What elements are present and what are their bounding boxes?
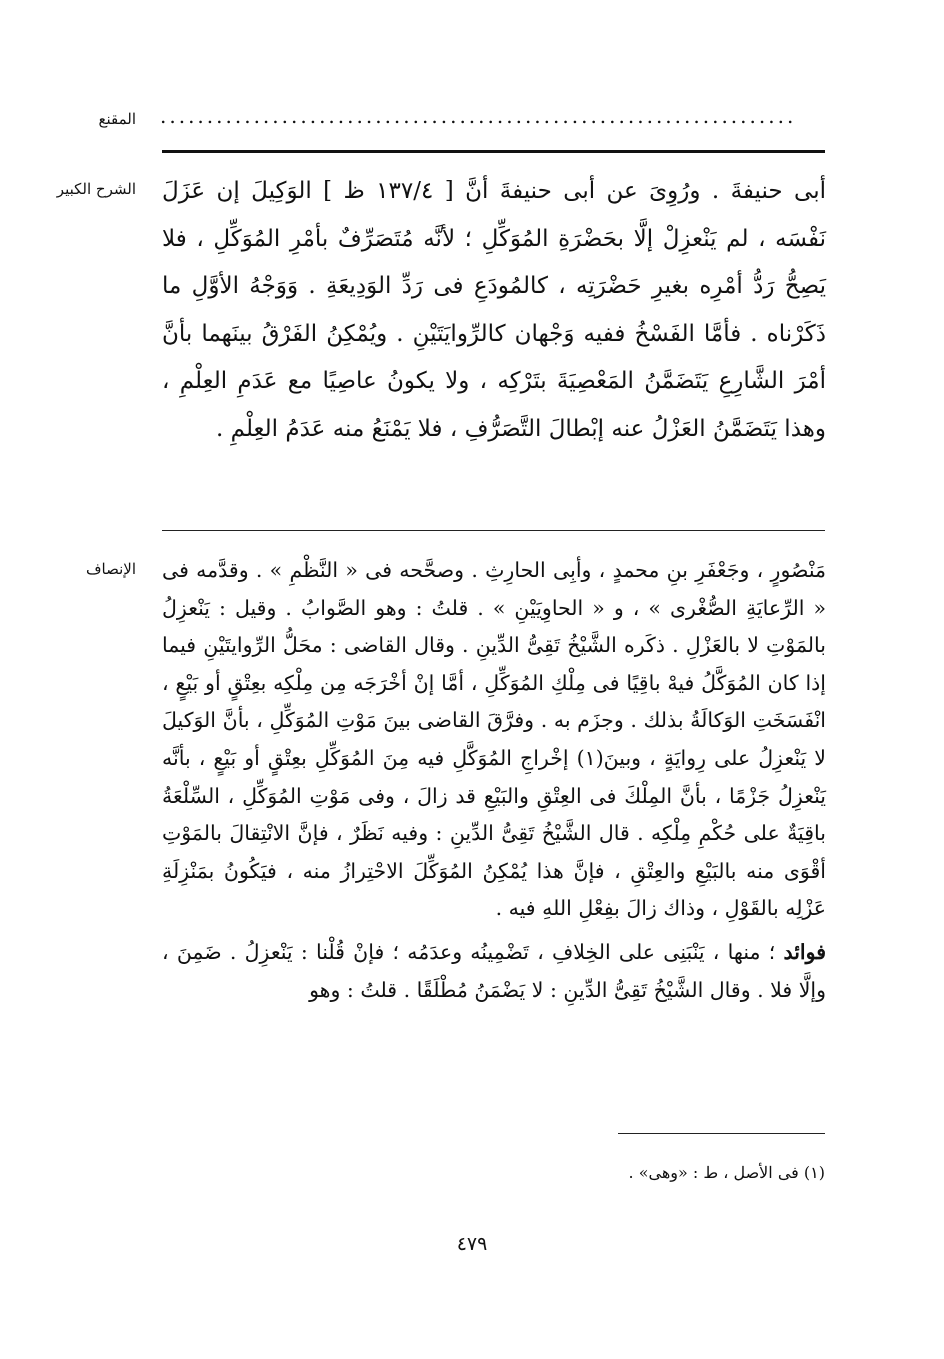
fawaid-heading: فوائد [783,939,826,964]
footnote: (١) فى الأصل ، ط : «وهى» . [628,1163,825,1182]
header-dotted-rule: .................................................................... [160,104,797,128]
footnote-divider [618,1133,825,1134]
section-divider [162,530,825,531]
insaf-section-label: الإنصاف [85,560,136,578]
header-divider [162,150,825,153]
sharh-paragraph: أبى حنيفةَ . ورُوِىَ عن أبى حنيفةَ أنَّ [ ١٣٧/٤ ظ ] الوَكِيلَ إن عَزَلَ نَفْسَه ، لم يَنْعزِلْ إلَّا بحَضْرَةِ المُوَكِّلِ ؛ لأنَّه مُتَصَرِّفٌ بأمْرِ المُوَكِّلِ ، فلا يَصِحُّ رَدُّ أمْرِه بغيرِ حَضْرَتِه ، كالمُودَعِ فى رَدِّ الوَدِيعَةِ . وَوَجْهُ الأوَّلِ ما ذَكَرْناه . فأمَّا الفَسْخُ ففيه وَجْهان كالرِّوايَتَيْنِ . ويُمْكِنُ الفَرْقُ بينَهما بأنَّ أمْرَ الشَّارِعِ يَتَضَمَّنُ المَعْصِيَةَ بتَرْكِه ، ولا يكونُ عاصِيًا مع عَدَمِ العِلْمِ ، وهذا يَتَضَمَّنُ العَزْلُ عنه إبْطالَ التَّصَرُّفِ ، فلا يَمْنَعُ منه عَدَمُ العِلْمِ . [162,178,826,442]
insaf-text-block [162,552,826,1009]
sharh-text-block [162,168,826,453]
insaf-paragraph: مَنْصُورٍ ، وجَعْفَرِ بنِ محمدٍ ، وأبِى الحارِثِ . وصحَّحه فى « النَّظْمِ » . وقدَّمه فى « الرِّعايَةِ الصُّغْرى » ، و « الحاوِيَيْنِ » . قلتُ : وهو الصَّوابُ . وقيل : يَنْعزِلُ بالمَوْتِ لا بالعَزْلِ . ذكَره الشَّيْخُ تَقِىُّ الدِّينِ . وقال القاضى : محَلُّ الرِّوايتَيْنِ فيما إذا كان المُوَكَّلُ فيهْ باقِيًا فى مِلْكِ المُوَكِّلِ ، أمَّا إنْ أخْرَجَه مِن مِلْكِه بعِتْقٍ أو بَيْعٍ ، انْفَسَخَتِ الوَكالَةُ بذلك . وجزَم به . وفرَّقَ القاضى بينَ مَوْتِ المُوَكِّلِ ، بأنَّ الوَكيلَ لا يَنْعزِلُ على رِوايَةٍ ، وبينَ(١) إخْراجِ المُوَكَّلِ فيه مِنَ المُوَكِّلِ بعِتْقٍ أو بَيْعٍ ، بأنَّه يَنْعزِلُ جَزْمًا ، بأنَّ المِلْكَ فى العِتْقِ والبَيْعِ قد زالَ ، وفى مَوْتِ المُوَكِّلِ ، السِّلْعَةُ باقِيَةٌ على حُكْمِ مِلْكِه . قال الشَّيْخُ تَقِىُّ الدِّينِ : وفيه نَظَرٌ ، فإنَّ الانْتِقالَ بالمَوْتِ أقْوَى منه بالبَيْعِ والعِتْقِ ، فإنَّ هذا يُمْكِنُ المُوَكِّلَ الاحْتِرازُ منه ، فيَكُونُ بمَنْزِلَةِ عَزْلِه بالقَوْلِ ، وذاك زالَ بفِعْلِ اللهِ فيه . [162,558,826,921]
sharh-section-label: الشرح الكبير [56,180,136,198]
fawaid-text: ؛ منها ، يَنْبَنِى على الخِلافِ ، تَضْمِينُه وعدَمُه ؛ فإنْ قُلْنا : يَنْعزِلُ . ضَمِنَ ، وإلَّا فلا . وقال الشَّيْخُ تَقِىُّ الدِّينِ : لا يَضْمَنُ مُطْلَقًا . قلتُ : وهو [162,939,826,1002]
book-title: المقنع [98,110,136,128]
page-number: ٤٧٩ [456,1233,488,1255]
fawaid-paragraph [162,934,826,1009]
